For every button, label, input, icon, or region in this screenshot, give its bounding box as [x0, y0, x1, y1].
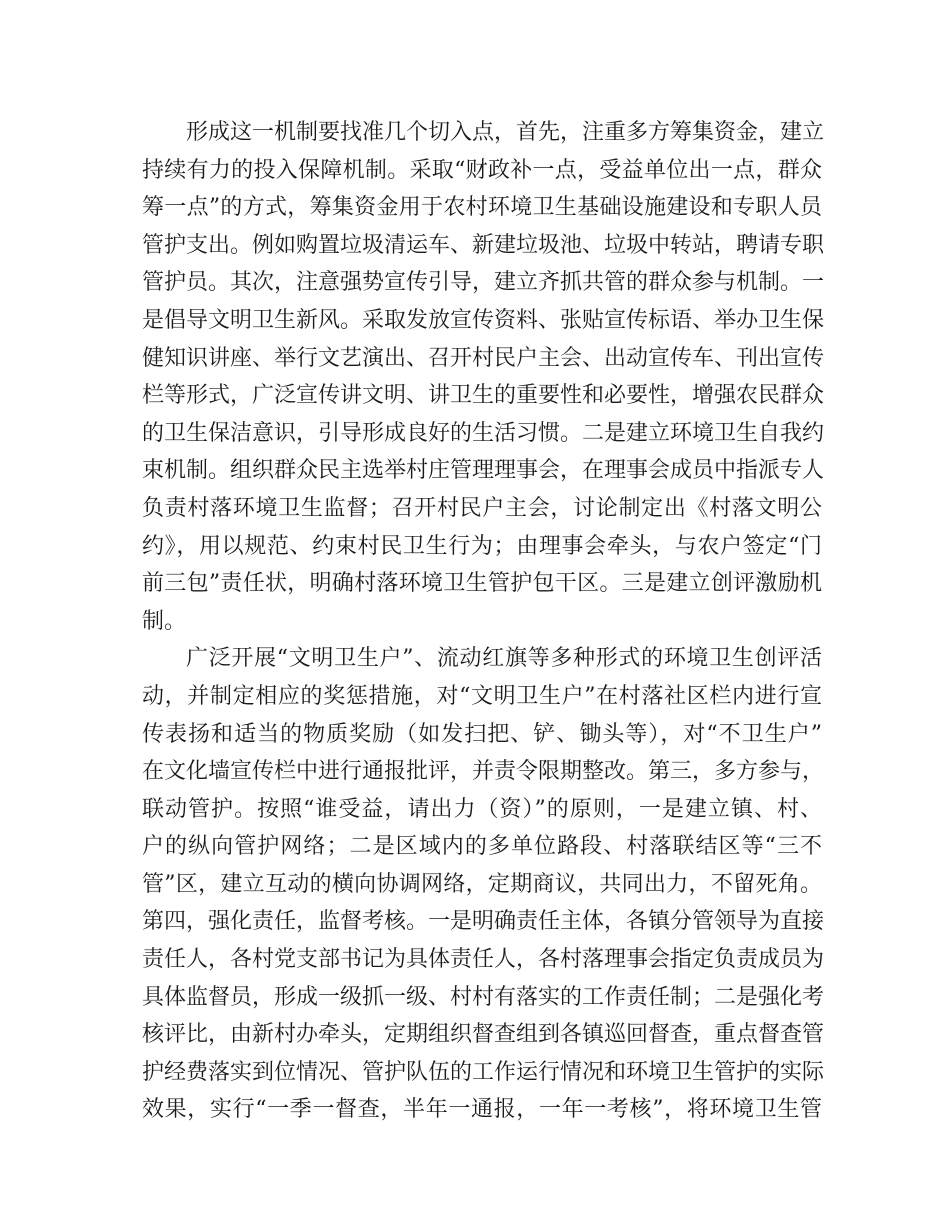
- text-line: 具体监督员，形成一级抓一级、村村有落实的工作责任制；二是强化考: [142, 984, 825, 1010]
- text-line: 户的纵向管护网络；二是区域内的多单位路段、村落联结区等“三不: [142, 834, 822, 860]
- text-line: 前三包”责任状，明确村落环境卫生管护包干区。三是建立创评激励机: [142, 571, 822, 597]
- text-line: 广泛开展“文明卫生户”、流动红旗等多种形式的环境卫生创评活: [186, 646, 822, 672]
- text-line: 传表扬和适当的物质奖励（如发扫把、铲、锄头等），对“不卫生户”: [142, 721, 822, 747]
- text-line: 持续有力的投入保障机制。采取“财政补一点，受益单位出一点，群众: [142, 157, 822, 183]
- text-line: 负责村落环境卫生监督；召开村民户主会，讨论制定出《村落文明公: [142, 495, 822, 521]
- text-line: 责任人，各村党支部书记为具体责任人，各村落理事会指定负责成员为: [142, 947, 825, 973]
- text-line: 在文化墙宣传栏中进行通报批评，并责令限期整改。第三，多方参与，: [142, 759, 825, 785]
- text-line: 核评比，由新村办牵头，定期组织督查组到各镇巡回督查，重点督查管: [142, 1022, 825, 1048]
- text-line: 栏等形式，广泛宣传讲文明、讲卫生的重要性和必要性，增强农民群众: [142, 383, 825, 409]
- text-line: 管”区，建立互动的横向协调网络，定期商议，共同出力，不留死角。: [142, 871, 822, 897]
- text-line: 束机制。组织群众民主选举村庄管理理事会，在理事会成员中指派专人: [142, 458, 825, 484]
- text-line: 动，并制定相应的奖惩措施，对“文明卫生户”在村落社区栏内进行宣: [142, 683, 822, 709]
- text-line: 约》，用以规范、约束村民卫生行为；由理事会牵头，与农户签定“门: [142, 533, 822, 559]
- text-line: 效果，实行“一季一督查，半年一通报，一年一考核”，将环境卫生管: [142, 1097, 822, 1123]
- text-line: 护经费落实到位情况、管护队伍的工作运行情况和环境卫生管护的实际: [142, 1059, 825, 1085]
- text-line: 第四，强化责任，监督考核。一是明确责任主体，各镇分管领导为直接: [142, 909, 825, 935]
- text-line: 健知识讲座、举行文艺演出、召开村民户主会、出动宣传车、刊出宣传: [142, 345, 825, 371]
- text-line: 的卫生保洁意识，引导形成良好的生活习惯。二是建立环境卫生自我约: [142, 420, 825, 446]
- text-line: 制。: [142, 608, 187, 634]
- text-line: 是倡导文明卫生新风。采取发放宣传资料、张贴宣传标语、举办卫生保: [142, 307, 825, 333]
- body-text: [142, 114, 825, 1129]
- text-line: 筹一点”的方式，筹集资金用于农村环境卫生基础设施建设和专职人员: [142, 195, 822, 221]
- text-line: 形成这一机制要找准几个切入点，首先，注重多方筹集资金，建立: [186, 120, 825, 145]
- text-line: 联动管护。按照“谁受益，请出力（资）”的原则，一是建立镇、村、: [142, 796, 822, 822]
- text-line: 管护员。其次，注意强势宣传引导，建立齐抓共管的群众参与机制。一: [142, 270, 825, 296]
- text-line: 管护支出。例如购置垃圾清运车、新建垃圾池、垃圾中转站，聘请专职: [142, 232, 825, 258]
